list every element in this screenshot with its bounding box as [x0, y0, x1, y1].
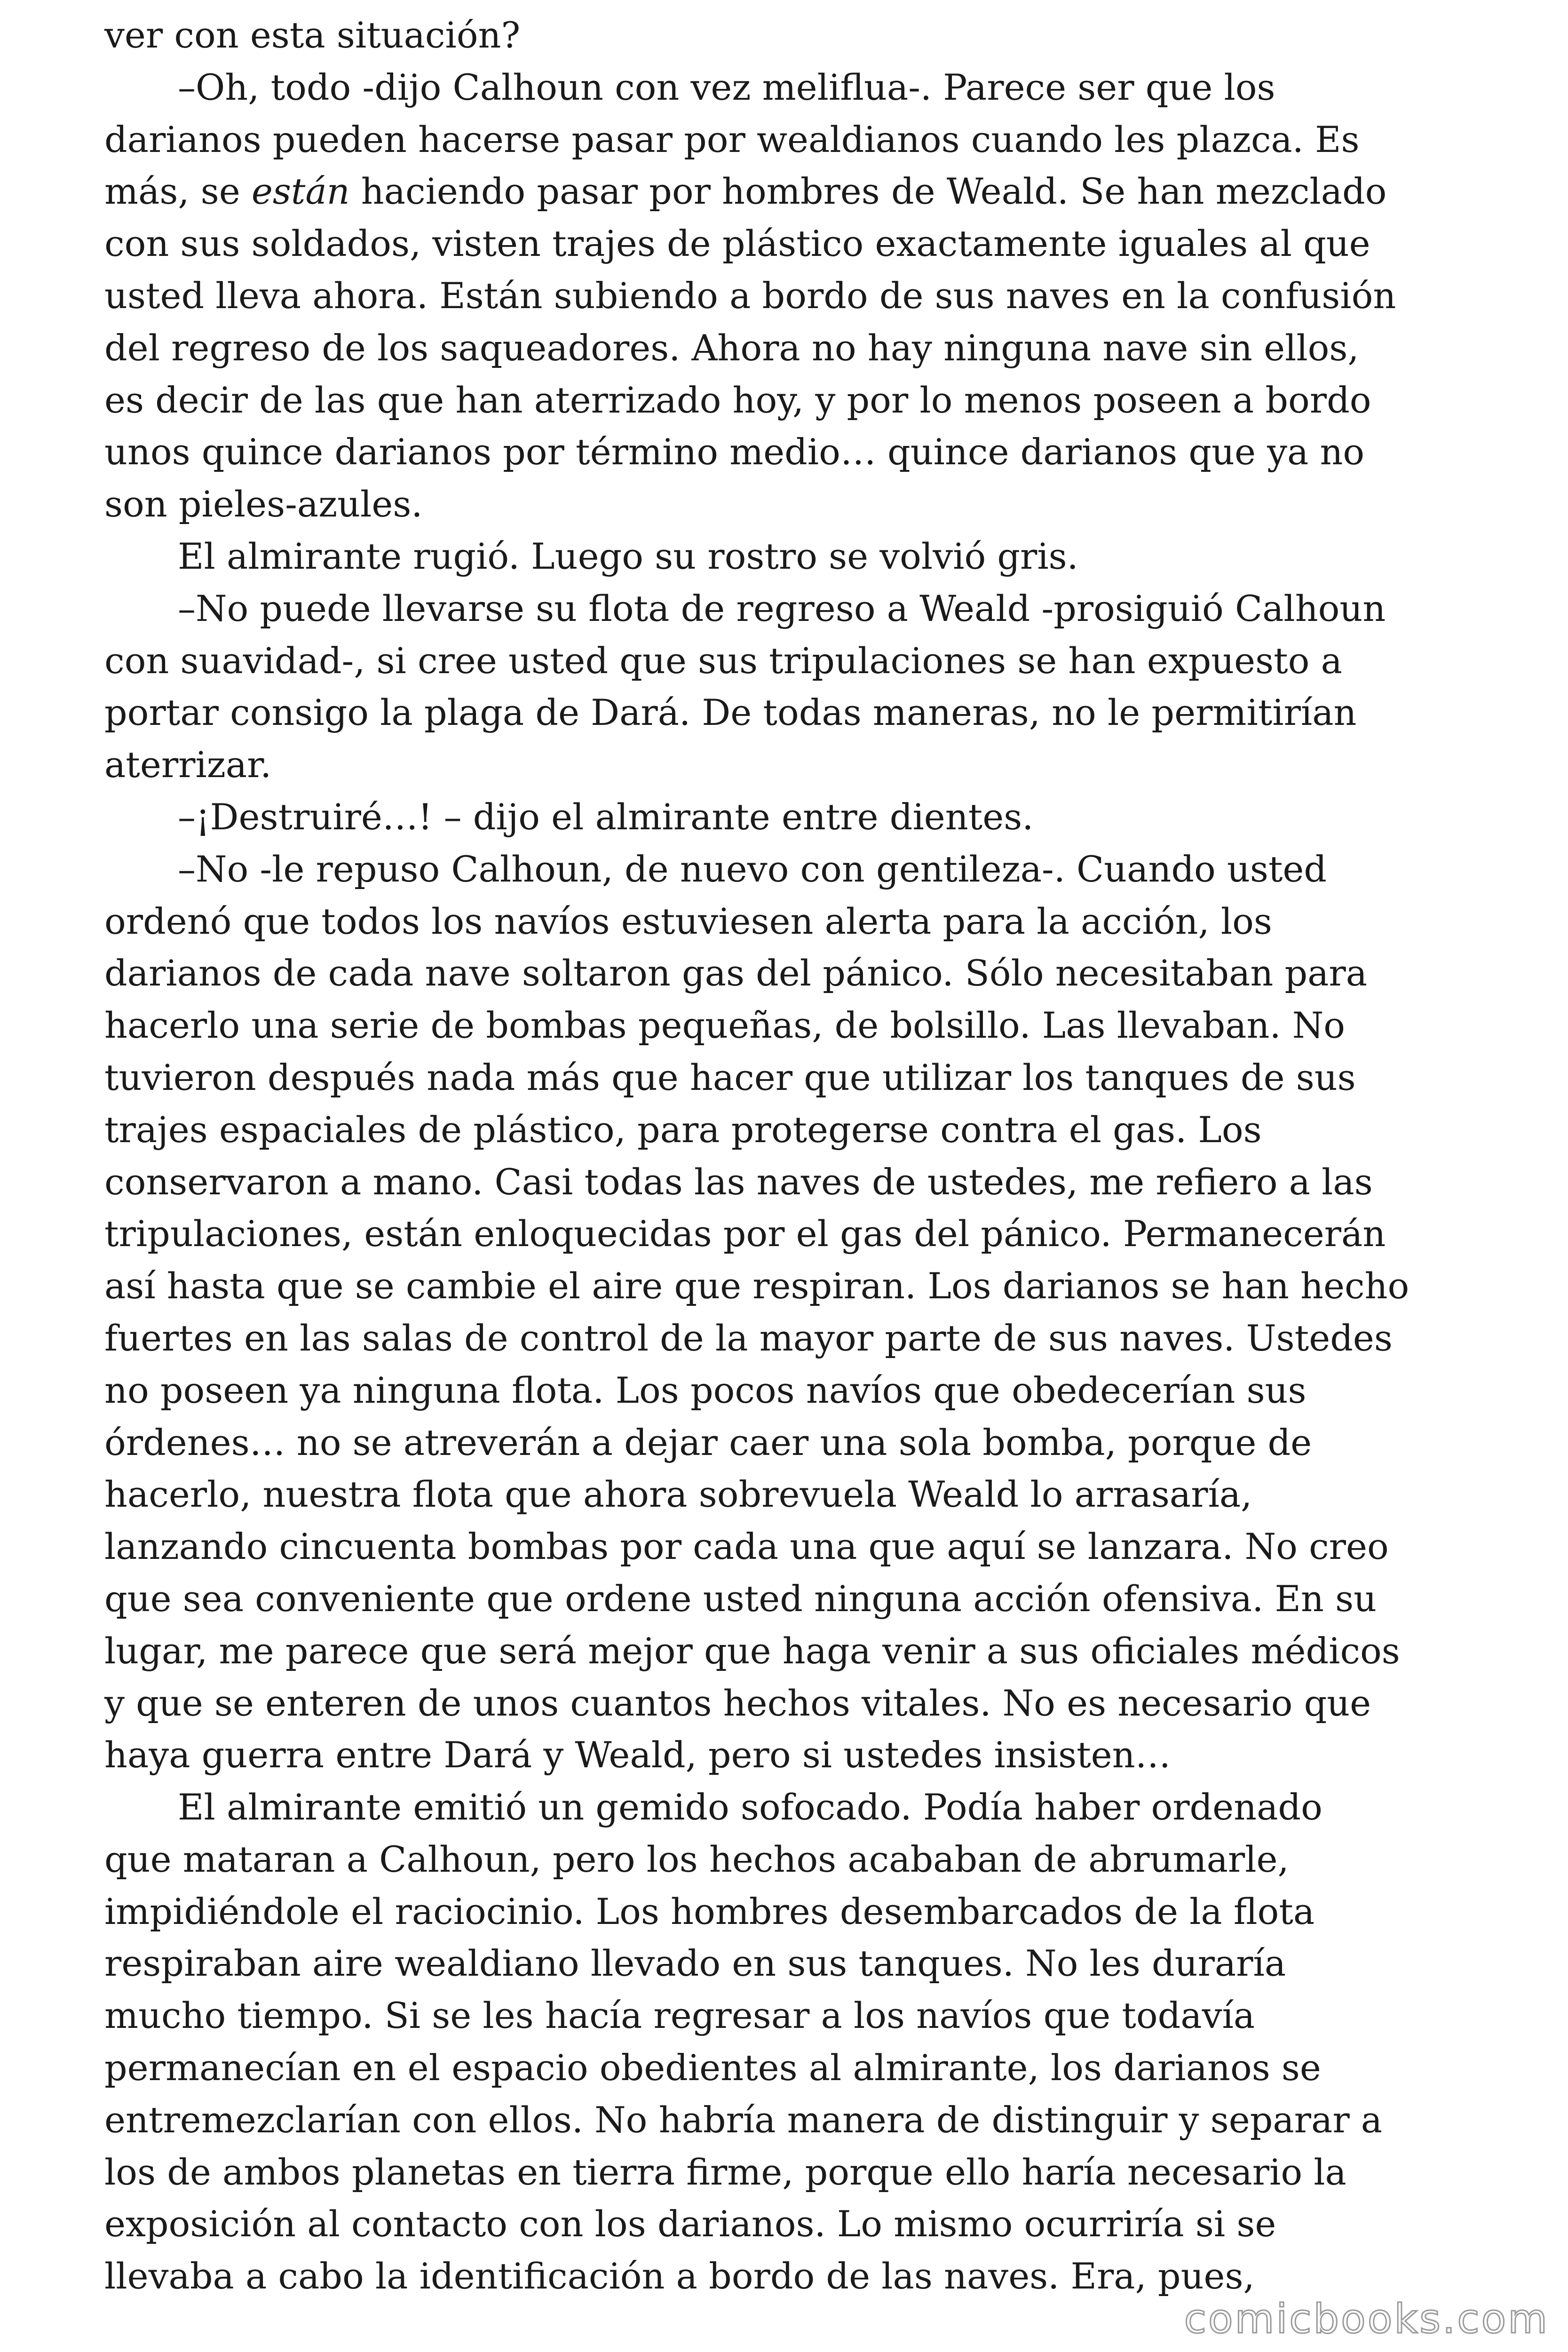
paragraph-2-part-2: haciendo pasar por hombres de Weald. Se han mezclado con sus soldados, visten trajes de plástico exactamente iguales al que usted lleva ahora. Están subiendo a bordo de sus naves en la confusión del regreso de los saqueadores. Ahora no hay ninguna nave sin ellos, es decir de las que han aterrizado hoy, y por lo menos poseen a bordo unos quince darianos por término medio… quince darianos que ya no son pieles-azules. [104, 170, 1396, 525]
paragraph-3: El almirante rugió. Luego su rostro se volvió gris. [178, 535, 1078, 577]
paragraph-2 [104, 62, 1497, 531]
paragraph-5: –¡Destruiré…! – dijo el almirante entre dientes. [178, 795, 1034, 838]
body-text [104, 9, 1497, 2303]
watermark: comicbooks.com [1184, 2296, 1549, 2343]
paragraph-4: –No puede llevarse su flota de regreso a Weald -prosiguió Calhoun con suavidad-, si cree usted que sus tripulaciones se han expuesto a portar consigo la plaga de Dará. De todas maneras, no le permitirían aterrizar. [104, 587, 1386, 786]
paragraph-7: El almirante emitió un gemido sofocado. Podía haber ordenado que mataran a Calhoun, pero los hechos acababan de abrumarle, impidiéndole el raciocinio. Los hombres desembarcados de la flota respiraban aire wealdiano llevado en sus tanques. No les duraría mucho tiempo. Si se les hacía regresar a los navíos que todavía permanecían en el espacio obedientes al almirante, los darianos se entremezclarían con ellos. No habría manera de distinguir y separar a los de ambos planetas en tierra firme, porque ello haría necesario la exposición al contacto con los darianos. Lo mismo ocurriría si se llevaba a cabo la identificación a bordo de las naves. Era, pues, [104, 1786, 1383, 2297]
paragraph-1: ver con esta situación? [104, 14, 521, 56]
paragraph-6: –No -le repuso Calhoun, de nuevo con gentileza-. Cuando usted ordenó que todos los navíos estuviesen alerta para la acción, los darianos de cada nave soltaron gas del pánico. Sólo necesitaban para hacerlo una serie de bombas pequeñas, de bolsillo. Las llevaban. No tuvieron después nada más que hacer que utilizar los tanques de sus trajes espaciales de plástico, para protegerse contra el gas. Los conservaron a mano. Casi todas las naves de ustedes, me refiero a las tripulaciones, están enloquecidas por el gas del pánico. Permanecerán así hasta que se cambie el aire que respiran. Los darianos se han hecho fuertes en las salas de control de la mayor parte de sus naves. Ustedes no poseen ya ninguna flota. Los pocos navíos que obedecerían sus órdenes… no se atreverán a dejar caer una sola bomba, porque de hacerlo, nuestra flota que ahora sobrevuela Weald lo arrasaría, lanzando cincuenta bombas por cada una que aquí se lanzara. No creo que sea conveniente que ordene usted ninguna acción ofensiva. En su lugar, me parece que será mejor que haga venir a sus oficiales médicos y que se enteren de unos cuantos hechos vitales. No es necesario que haya guerra entre Dará y Weald, pero si ustedes insisten… [104, 848, 1410, 1776]
emphasis-estan: están [251, 170, 350, 213]
paragraph-2-part-1: –Oh, todo -dijo Calhoun con vez meliflua-. Parece ser que los darianos pueden hacerse pasar por wealdianos cuando les plazca. Es más, se [104, 66, 1360, 213]
